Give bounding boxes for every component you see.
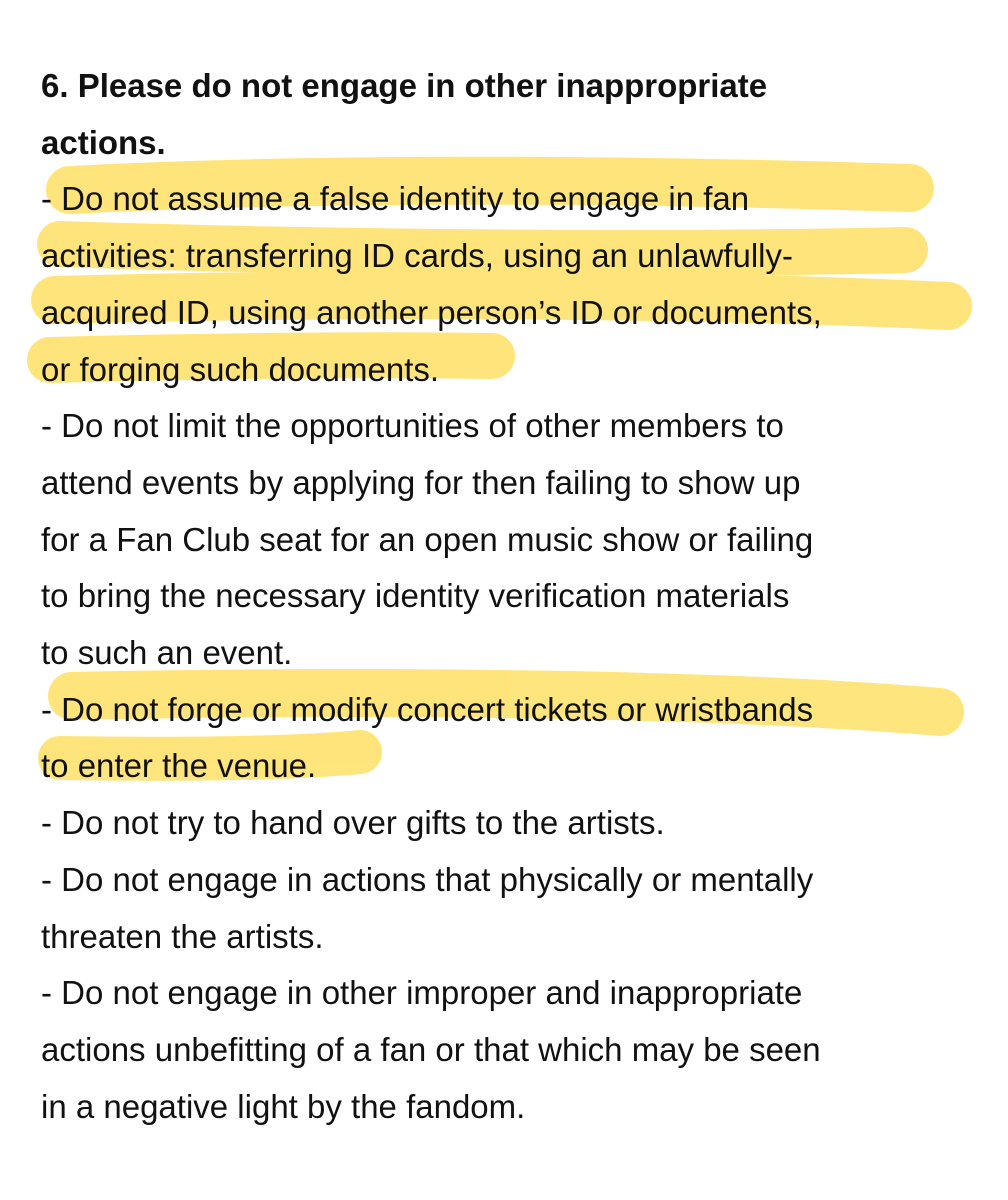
body-line: - Do not assume a false identity to engage in fan: [41, 180, 750, 218]
body-line: to enter the venue.: [41, 747, 317, 785]
body-line: activities: transferring ID cards, using an unlawfully-: [41, 237, 793, 275]
body-line: to bring the necessary identity verification materials: [41, 577, 790, 615]
body-line: - Do not try to hand over gifts to the artists.: [41, 804, 665, 842]
body-line: - Do not engage in other improper and inappropriate: [41, 974, 803, 1012]
body-line: or forging such documents.: [41, 350, 440, 388]
body-line: for a Fan Club seat for an open music show or failing: [41, 520, 814, 558]
body-line: acquired ID, using another person’s ID or documents,: [41, 293, 822, 331]
body-line: threaten the artists.: [41, 917, 324, 955]
body-line: attend events by applying for then failing to show up: [41, 463, 801, 501]
body-line: to such an event.: [41, 634, 293, 672]
body-line: - Do not limit the opportunities of other members to: [41, 407, 784, 445]
body-line: in a negative light by the fandom.: [41, 1087, 526, 1125]
body-line: - Do not engage in actions that physically or mentally: [41, 860, 814, 898]
document-body: [41, 58, 971, 1135]
body-line: actions unbefitting of a fan or that which may be seen: [41, 1030, 821, 1068]
section-heading-line-2: actions.: [41, 123, 166, 161]
body-line: - Do not forge or modify concert tickets or wristbands: [41, 690, 814, 728]
section-heading-line-1: 6. Please do not engage in other inappropriate: [41, 67, 768, 104]
